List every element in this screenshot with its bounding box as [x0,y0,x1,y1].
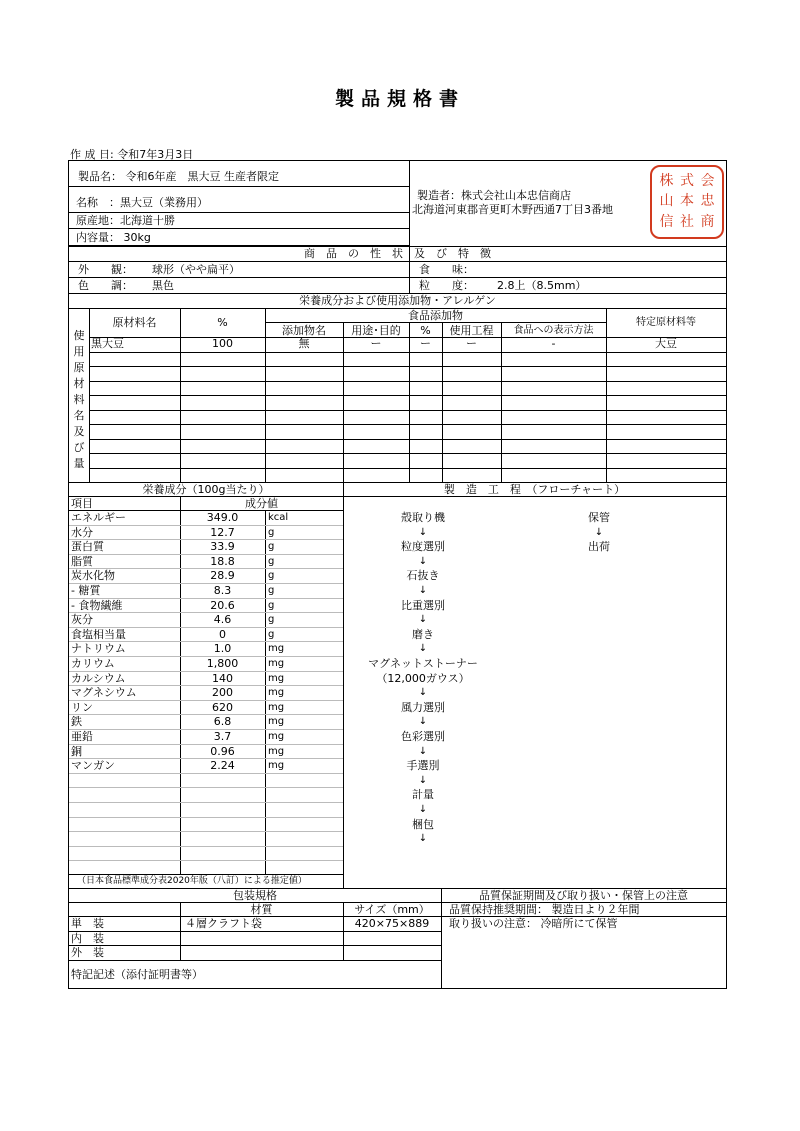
stamp-char: 式 [679,172,694,189]
stamp-char: 本 [679,193,694,210]
characteristics-header: 商 品 の 性 状 及 び 特 徴 [304,247,491,260]
nutrition-item: 炭水化物 [71,569,115,583]
col-additive-name: 添加物名 [282,324,326,337]
process-step: マグネットストーナー [368,657,478,670]
creation-date: 作 成 日: 令和7年3月3日 [70,148,194,161]
single-pack-size: 420×75×889 [354,917,430,930]
quality-header: 品質保証期間及び取り扱い・保管上の注意 [479,889,688,902]
side-label-char: 使 [73,329,85,342]
nutrition-value: 1.0 [213,642,232,656]
nutrition-unit: g [268,585,275,596]
nutrition-row-line [69,714,343,715]
nutrition-value: 200 [212,686,233,700]
color-value: 黒色 [152,279,174,292]
nutrition-row-line [69,700,343,701]
nutrition-row-line [69,525,343,526]
nutrition-row-line [69,817,343,818]
stamp-char: 社 [679,214,694,231]
grain-label: 粒 度： [419,279,474,292]
nutrition-value: 4.6 [213,613,232,627]
nutrition-row-line [69,671,343,672]
pkg-col-size: サイズ（mm） [354,903,430,916]
nutrition-row-line [69,729,343,730]
ingredient-row-line [89,468,726,469]
nutrition-row-line [69,860,343,861]
remarks-label: 特記記述（添付証明書等） [71,968,203,981]
product-short-name: 名称 ：黒大豆（業務用） [76,196,208,209]
nutrition-unit: g [268,614,275,626]
nutrition-footnote: （日本食品標準成分表2020年版（八訂）による推定値） [77,876,307,886]
nutrition-unit: mg [268,745,285,757]
col-display: 食品への表示方法 [513,325,594,336]
ingredient-cell-percent: 100 [212,337,233,350]
nutrition-unit: mg [268,672,285,684]
nutrition-item: 脂質 [71,554,93,568]
spec-sheet-frame [68,160,727,989]
nutrition-item: 銅 [71,744,82,758]
nutrition-unit: g [268,555,275,567]
process-step: 粒度選別 [401,540,445,554]
ingredient-cell-add_percent: ー [420,337,431,350]
process-side-step: 出荷 [588,540,610,554]
nutrition-item: - 糖質 [71,584,101,597]
nutrition-row-line [69,656,343,657]
ingredient-cell-material: 黒大豆 [91,337,124,350]
nutrition-item: マグネシウム [71,686,137,700]
nutrition-item: カルシウム [71,671,126,685]
down-arrow-icon: ↓ [418,585,428,596]
down-arrow-icon: ↓ [418,555,428,567]
ingredient-row-line [89,352,726,353]
nutrition-row-line [69,802,343,803]
packaging-header: 包装規格 [233,889,277,902]
down-arrow-icon: ↓ [418,526,428,538]
company-seal-stamp [650,165,724,239]
nutrition-item: 鉄 [71,715,82,729]
side-label-char: 量 [73,457,85,470]
ingredient-cell-additive: 無 [298,337,310,350]
nutrition-item: 水分 [71,525,93,539]
nutrition-unit: g [268,628,275,640]
ingredient-row-line [89,439,726,440]
nutrition-unit: g [268,541,275,553]
ingredient-row-line [89,381,726,382]
process-step: 色彩選別 [401,730,445,743]
nutrition-unit: mg [268,716,285,728]
side-label-char: 原 [73,361,85,374]
down-arrow-icon: ↓ [594,526,604,538]
ingredient-row-line [89,366,726,367]
down-arrow-icon: ↓ [418,833,428,845]
stamp-char: 会 [700,172,715,189]
product-name: 製品名： 令和6年産 黒大豆 生産者限定 [78,170,279,183]
quality-handling: 取り扱いの注意： 冷暗所にて保管 [449,917,618,930]
down-arrow-icon: ↓ [418,643,428,655]
nutrition-item: 灰分 [71,613,93,627]
ingredient-row-line [89,410,726,411]
single-pack-material: ４層クラフト袋 [185,917,262,930]
process-step: 比重選別 [401,598,445,612]
col-value: 成分値 [245,497,278,510]
inner-pack-label: 内 装 [71,932,104,945]
col-use: 用途･目的 [351,324,401,337]
process-step: 手選別 [406,759,440,773]
nutrition-value: 1,800 [206,657,239,670]
nutrition-row-line [69,568,343,569]
process-header: 製 造 工 程 （フローチャート） [443,483,626,496]
nutrition-row-line [69,787,343,788]
single-pack-label: 単 装 [71,917,104,930]
down-arrow-icon: ↓ [418,774,428,786]
nutrition-row-line [69,831,343,832]
nutrition-value: 18.8 [210,554,235,568]
side-label-char: 及 [73,425,85,438]
ingredient-cell-use: ー [370,337,382,350]
process-step: 磨き [412,627,434,641]
nutrition-row-line [69,612,343,613]
nutrition-item: リン [71,700,93,714]
manufacturer-address: 北海道河東郡音更町木野西通7丁目3番地 [412,203,613,216]
nutrition-unit: g [268,570,275,582]
nutrition-unit: g [268,599,275,611]
down-arrow-icon: ↓ [418,804,428,815]
process-step: （12,000ガウス） [376,671,470,685]
nutrition-row-line [69,758,343,759]
col-item: 項目 [71,497,93,510]
nutrition-unit: mg [268,731,285,742]
nutrition-item: - 食物繊維 [71,598,123,612]
down-arrow-icon: ↓ [418,614,428,626]
nutrition-value: 349.0 [206,511,239,524]
ingredient-cell-process: ー [466,337,477,350]
quality-period: 品質保持推奨期間： 製造日より２年間 [449,903,640,916]
process-step: 梱包 [412,817,434,831]
nutrition-item: 食塩相当量 [71,627,126,641]
nutrition-value: 33.9 [210,540,235,554]
nutrition-row-line [69,685,343,686]
nutrition-row-line [69,641,343,642]
nutrition-value: 8.3 [213,584,232,597]
nutrition-unit: g [268,526,275,538]
product-origin: 原産地：北海道十勝 [76,214,175,227]
nutrition-row-line [69,598,343,599]
down-arrow-icon: ↓ [418,716,428,728]
ingredient-row-line [89,395,726,396]
side-label-char: び [73,441,85,454]
nutrition-row-line [69,627,343,628]
nutrition-item: エネルギー [71,511,126,524]
side-label-char: 名 [73,409,85,422]
process-step: 風力選別 [401,700,445,714]
appearance-value: 球形（やや扁平） [152,263,240,276]
stamp-char: 株 [659,172,674,189]
nutrition-row-line [69,554,343,555]
nutrition-unit: mg [268,760,285,772]
nutrition-item: 蛋白質 [71,540,104,554]
stamp-char: 信 [659,214,674,231]
nutrition-row-line [69,539,343,540]
stamp-char: 山 [659,193,674,210]
nutrition-value: 620 [212,700,233,714]
side-label-char: 材 [73,377,85,390]
pkg-col-material: 材質 [250,903,273,916]
col-add-percent: % [420,324,431,337]
nutrition-unit: mg [268,658,285,669]
taste-label: 食 味： [419,263,474,276]
grain-value: 2.8上（8.5mm） [497,279,587,292]
col-additive-group: 食品添加物 [408,309,463,322]
nutrition-header: 栄養成分（100g当たり） [142,483,270,496]
nutrition-row-line [69,773,343,774]
page-title: 製品規格書 [334,88,465,110]
process-step: 殻取り機 [401,511,445,524]
ingredient-cell-display: - [551,337,556,350]
ingredient-row-line [89,453,726,454]
outer-pack-label: 外 装 [71,946,104,959]
nutrition-value: 140 [212,671,233,685]
nutrition-item: ナトリウム [71,642,126,656]
appearance-label: 外 観： [78,263,133,276]
ingredient-row-line [89,424,726,425]
ingredient-cell-allergen: 大豆 [655,337,677,350]
nutrition-value: 20.6 [210,598,235,612]
nutrition-value: 3.7 [213,730,232,743]
process-step: 計量 [412,788,434,802]
process-step: 石抜き [406,569,440,583]
nutrition-unit: mg [268,643,285,655]
ingredients-side-label [71,328,87,472]
stamp-char: 商 [700,214,715,231]
nutrition-value: 0 [219,627,226,641]
col-allergen: 特定原材料等 [636,317,696,328]
down-arrow-icon: ↓ [418,687,428,699]
nutrition-row-line [69,744,343,745]
nutrition-item: カリウム [71,657,115,670]
process-side-step: 保管 [588,511,610,524]
color-label: 色 調： [78,279,133,292]
nutrition-value: 6.8 [213,715,232,729]
side-label-char: 料 [73,393,85,406]
nutrition-row-line [69,846,343,847]
nutrition-unit: mg [268,701,285,713]
col-material: 原材料名 [112,316,157,329]
nutrition-value: 28.9 [210,569,235,583]
down-arrow-icon: ↓ [418,745,428,757]
side-label-char: 用 [73,345,85,358]
col-process: 使用工程 [449,324,494,337]
nutrition-value: 2.24 [210,759,235,773]
nutrition-item: 亜鉛 [71,730,93,743]
col-percent: % [217,316,228,329]
nutrition-unit: mg [268,687,285,699]
nutrition-unit: kcal [268,512,289,523]
ingredients-header: 栄養成分および使用添加物・アレルゲン [299,294,496,307]
manufacturer-name: 製造者：株式会社山本忠信商店 [417,189,571,202]
nutrition-value: 0.96 [210,744,235,758]
nutrition-row-line [69,583,343,584]
nutrition-item: マンガン [71,759,115,773]
stamp-char: 忠 [700,193,715,210]
product-volume: 内容量： 30kg [76,231,151,244]
nutrition-value: 12.7 [210,525,235,539]
